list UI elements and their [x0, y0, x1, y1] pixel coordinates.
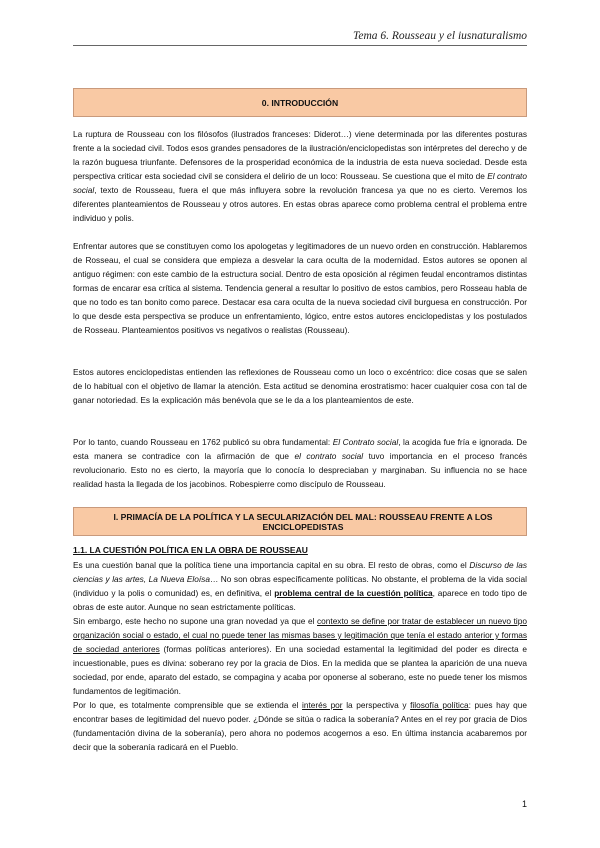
p6-text-b: (formas políticas anteriores). En una sociedad estamental la legitimidad del poder es directa e incuestionable, pues es divina: soberano rey por la gracia de Dios. En la medida que se plantea la aparición de una nueva sociedad, por ende, aparato del estado, se compagina y acaba por oponerse al soberano, este no puede tener los mismos fundamentos de legitimación. — [73, 644, 527, 696]
section-heading-introduccion — [73, 88, 527, 117]
running-header: Tema 6. Rousseau y el iusnaturalismo — [73, 30, 527, 46]
p6-underlined-phrase: contexto se define por tratar de establecer un nuevo tipo organización social o estado, el cual no puede tener las mismas bases y legitimación que tenía el estado anterior y formas de sociedad anteriores — [73, 616, 527, 654]
p6-text-a: Sin embargo, este hecho no supone una gran novedad ya que el — [73, 616, 318, 626]
p7-text-b: la perspectiva y — [342, 700, 411, 710]
p7-underlined-2: filosofía política — [410, 700, 469, 710]
p4-text-c: tuvo importancia en el proceso francés revolucionario. Esto no es cierto, la mayoría que lo conocía lo despreciaban y marginaban. Su influencia no se hace realidad hasta la llegada de los jacobinos. Robespierre como discípulo de Rousseau. — [73, 451, 528, 489]
p1-text-a: La ruptura de Rousseau con los filósofos (ilustrados franceses: Diderot…) viene determinada por las diferentes posturas frente a la sociedad civil. Todos esos grandes pensadores de la ilustración/enciclopedistas son intérpretes del derecho y de la razón buguesa triunfante. Defensores de la prosperidad económica de la industria de esta nueva sociedad. Desde esta perspectiva criticar esta sociedad civil se considera el delirio de un loco: Rousseau. Se cuestiona que el mito de — [73, 129, 527, 181]
p1-text-b: , texto de Rousseau, fuera el que más influyera sobre la revolución francesa ya que no es cierto. Veremos los diferentes planteamientos de Rousseau y otros autores. En estas obras aparece como problema central el problema entre individuo y polis. — [73, 185, 527, 223]
p7-text-c: : pues hay que encontrar bases de legitimidad del nuevo poder. ¿Dónde se sitúa o radica la soberanía? Antes en el rey por gracia de Dios (fundamentación divina de la soberanía), pero ahora no podemos acogernos a eso. En última instancia acabaremos por decir que la soberanía radicará en el Pueblo. — [73, 700, 528, 752]
paragraph-6 — [73, 614, 527, 698]
p7-underlined-1: interés por — [302, 700, 343, 710]
p7-text-a: Por lo que, es totalmente comprensible que se extienda el — [73, 700, 303, 710]
p4-text-b: , la acogida fue fría e ignorada. De esta manera se contradice con la afirmación de que — [73, 437, 527, 461]
paragraph-3: Estos autores enciclopedistas entienden las reflexiones de Rousseau como un loco o excéntrico: dice cosas que se salen de lo habitual con el objetivo de llamar la atención. Esta actitud se denomina erostratismo: hacer cualquier cosa con tal de ganar notoriedad. Es la explicación más benévola que se le da a los planteamientos de este. — [73, 367, 527, 405]
p5-text-a: Es una cuestión banal que la política tiene una importancia capital en su obra. El resto de obras, como el — [73, 560, 470, 570]
page-number: 1 — [521, 799, 527, 809]
p4-italic-title-2: el contrato social — [294, 451, 364, 461]
section-heading-text: I. PRIMACÍA DE LA POLÍTICA Y LA SECULARIZACIÓN DEL MAL: ROUSSEAU FRENTE A LOS ENCICLOPEDISTAS — [113, 511, 493, 532]
section-heading-text: 0. INTRODUCCIÓN — [261, 97, 339, 108]
p5-underlined-phrase: problema central de la cuestión política — [274, 588, 433, 598]
paragraph-7 — [73, 698, 527, 754]
p1-italic-title: El contrato social — [73, 171, 527, 195]
paragraph-2: Enfrentar autores que se constituyen como los apologetas y legitimadores de un nuevo orden en construcción. Hablaremos de Rosseau, el cual se considera que empieza a desvelar la cara oculta de la modernidad. Estos autores se oponen al antiguo régimen: con este cambio de la estructura social. Dentro de esta oposición al régimen feudal encontramos distintas formas de encarar esa crítica al sistema. Tendencia general a resultar lo positivo de estos cambios, pero Rosseau habla de que no todo es tan bonito como parece. Destacar esa cara oculta de la nueva sociedad civil burguesa en construcción. Por lo que desde esta perspectiva se produce un enfrentamiento, lógico, entre estos autores enciclopedistas y los postulados de Rosseau. Planteamientos positivos vs negativos o realistas (Rousseau). — [73, 241, 527, 335]
p4-text-a: Por lo tanto, cuando Rousseau en 1762 publicó su obra fundamental: — [73, 437, 333, 447]
paragraph-4 — [73, 435, 527, 491]
p5-italic-titles: Discurso de las ciencias y las artes, La Nueva Eloísa — [73, 560, 527, 584]
subsection-heading: 1.1. LA CUESTIÓN POLÍTICA EN LA OBRA DE ROUSSEAU — [73, 545, 308, 555]
p5-text-c: , aparece en todo tipo de obras de este autor. Aunque no sean estrictamente políticas. — [73, 588, 528, 612]
p5-text-b: … No son obras específicamente políticas. No obstante, el problema de la vida social (individuo y la polis o comunidad) es, en definitiva, el — [73, 574, 527, 598]
p4-italic-title-1: El Contrato social — [332, 437, 399, 447]
paragraph-5 — [73, 558, 527, 614]
section-heading-primacia — [73, 507, 527, 536]
paragraph-1 — [73, 127, 527, 225]
